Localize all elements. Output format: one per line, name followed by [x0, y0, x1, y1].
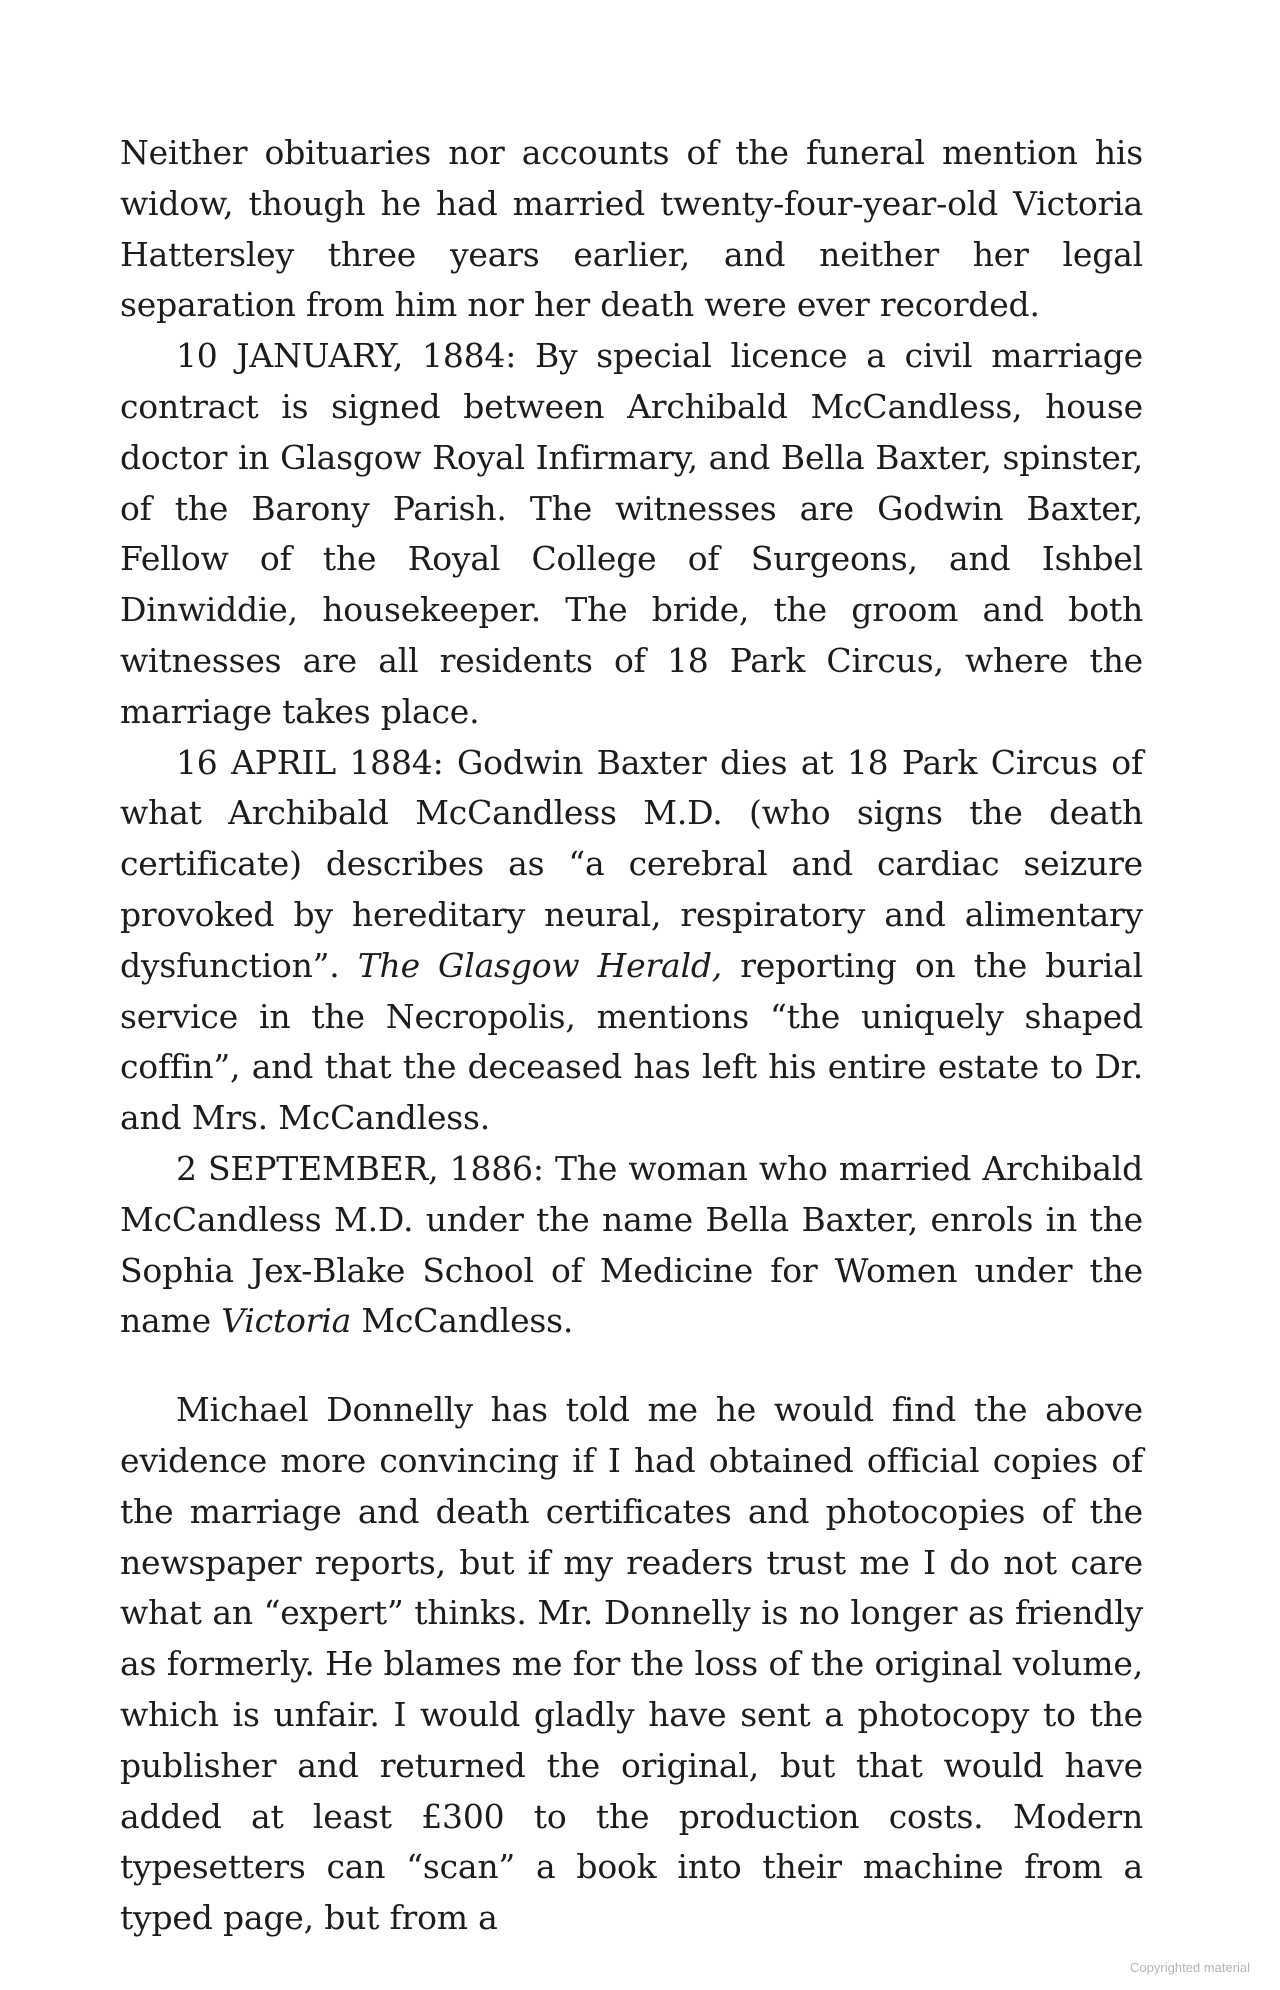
- copyright-watermark: Copyrighted material: [1130, 1960, 1250, 1975]
- paragraph-text: 16 APRIL 1884: Godwin Baxter dies at 18 Park Circus of what Archibald McCandless M.D. (who signs the death certificate) describes as “a cerebral and cardiac seizure provoked by hereditary neural, respiratory and alimentary dysfunction”.: [120, 742, 1143, 985]
- newspaper-title: The Glasgow Herald,: [357, 945, 723, 985]
- paragraph-text: Michael Donnelly has told me he would find the above evidence more convincing if I had obtained official copies of the marriage and death certificates and photocopies of the newspaper reports, but if my readers trust me I do not care what an “expert” thinks. Mr. Donnelly is no longer as friendly as formerly. He blames me for the loss of the original volume, which is unfair. I would gladly have sent a photocopy to the publisher and returned the original, but that would have added at least £300 to the production costs. Modern typesetters can “scan” a book into their machine from a typed page, but from a: [120, 1390, 1143, 1938]
- paragraph-text: Neither obituaries nor accounts of the funeral mention his widow, though he had married twenty-four-year-old Victoria Hattersley three years earlier, and neither her legal separation from him nor her death were ever recorded.: [120, 133, 1143, 325]
- italic-name: Victoria: [221, 1301, 352, 1341]
- paragraph-marriage-contract: [120, 331, 1143, 737]
- page-body: [120, 128, 1143, 1944]
- paragraph-enrolment: [120, 1144, 1143, 1347]
- paragraph-text: 2 SEPTEMBER, 1886: The woman who married Archibald McCandless M.D. under the name Bella Baxter, enrols in the Sophia Jex-Blake School of Medicine for Women under the name: [120, 1148, 1143, 1341]
- paragraph-donnelly: [120, 1385, 1143, 1944]
- paragraph-text: McCandless.: [351, 1301, 574, 1341]
- paragraph-baxter-death: [120, 738, 1143, 1144]
- paragraph-text: 10 JANUARY, 1884: By special licence a civil marriage contract is signed between Archibald McCandless, house doctor in Glasgow Royal Infirmary, and Bella Baxter, spinster, of the Barony Parish. The witnesses are Godwin Baxter, Fellow of the Royal College of Surgeons, and Ishbel Dinwiddie, housekeeper. The bride, the groom and both witnesses are all residents of 18 Park Circus, where the marriage takes place.: [120, 336, 1143, 731]
- paragraph-obituaries: [120, 128, 1143, 331]
- paragraph-text: reporting on the burial service in the Necropolis, mentions “the uniquely shaped coffin”, and that the deceased has left his entire estate to Dr. and Mrs. McCandless.: [120, 945, 1143, 1138]
